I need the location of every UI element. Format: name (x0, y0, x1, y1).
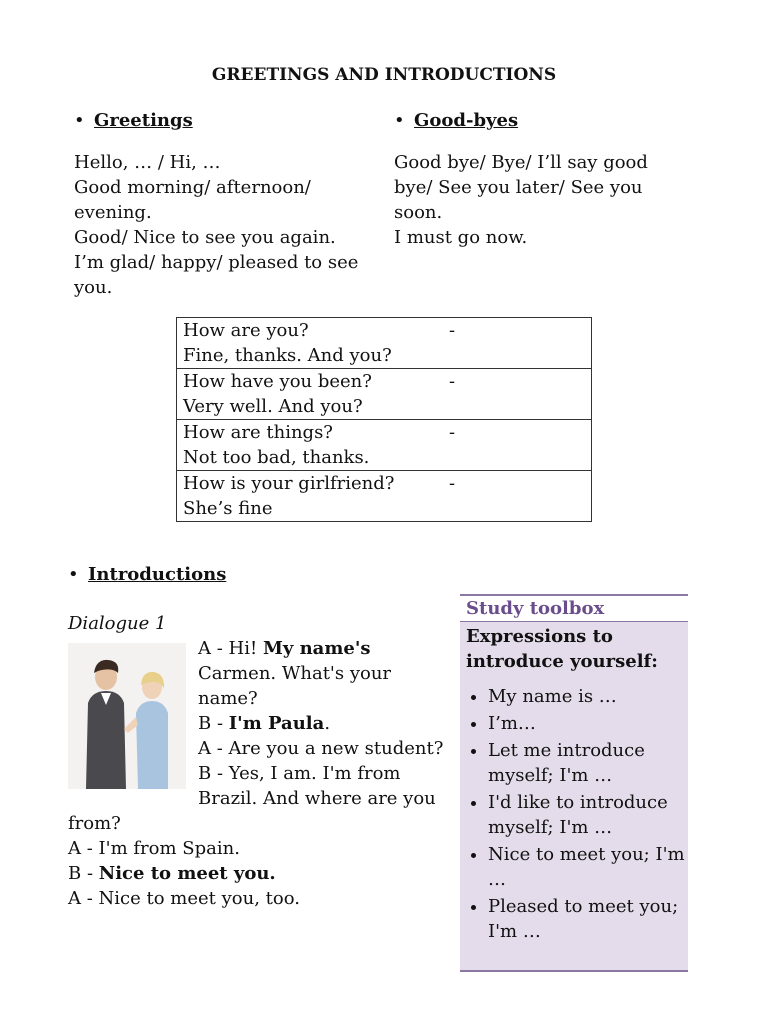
dialogue-line: A - I'm from Spain. (68, 838, 240, 859)
goodbyes-line: soon. (394, 202, 443, 223)
table-row (177, 471, 592, 522)
dialogue-line: name? (198, 688, 258, 709)
dialogue-bold-text: I'm Paula (228, 713, 325, 734)
list-item: • I'd like to introduce myself; I'm … (488, 790, 688, 840)
table-row (177, 420, 592, 471)
dash: - (449, 320, 456, 341)
question-text: How are things? (183, 422, 333, 443)
bullet-dot-icon: • (394, 110, 405, 131)
dialogue-top (198, 636, 448, 811)
dialogue-line: Carmen. What's your (198, 663, 392, 684)
dialogue-line (198, 636, 448, 661)
greetings-line: I’m glad/ happy/ pleased to see (74, 252, 359, 273)
toolbox-list (460, 684, 688, 944)
table-cell (177, 420, 592, 471)
table-row (177, 369, 592, 420)
dialogue-line: A - Are you a new student? (198, 738, 444, 759)
table-row (177, 318, 592, 369)
greetings-text (74, 150, 374, 300)
question-text: How is your girlfriend? (183, 473, 395, 494)
two-women-illustration-icon (68, 643, 186, 789)
answer-text: Not too bad, thanks. (183, 447, 370, 468)
dialogue-bold-text: My name's (262, 638, 371, 659)
table-cell (177, 471, 592, 522)
page-title: GREETINGS AND INTRODUCTIONS (211, 65, 557, 85)
greetings-line: evening. (74, 202, 152, 223)
exchanges-table (176, 317, 592, 522)
question-text: How are you? (183, 320, 309, 341)
dialogue-text: B - (68, 863, 99, 884)
list-item: • Pleased to meet you; I'm … (488, 894, 688, 944)
dialogue-line: A - Nice to meet you, too. (68, 888, 300, 909)
list-item: • My name is … (488, 684, 688, 709)
dialogue-title: Dialogue 1 (68, 613, 167, 634)
study-toolbox (460, 594, 688, 972)
dialogue-line: B - Yes, I am. I'm from (198, 763, 401, 784)
dialogue-bold-text: Nice to meet you. (98, 863, 276, 884)
bullet-dot-icon: • (68, 564, 79, 585)
dash: - (449, 371, 456, 392)
goodbyes-line: bye/ See you later/ See you (394, 177, 643, 198)
dialogue-line (68, 861, 438, 886)
goodbyes-line: Good bye/ Bye/ I’ll say good (394, 152, 648, 173)
list-item: • Let me introduce myself; I'm … (488, 738, 688, 788)
toolbox-heading: Study toolbox (460, 596, 688, 622)
dialogue-line (198, 711, 448, 736)
answer-text: Very well. And you? (183, 396, 363, 417)
goodbyes-line: I must go now. (394, 227, 528, 248)
dialogue-line: from? (68, 813, 121, 834)
greetings-line: you. (74, 277, 113, 298)
dialogue-bottom (68, 811, 438, 911)
goodbyes-heading: Good-byes (414, 110, 519, 131)
greetings-line: Hello, … / Hi, … (74, 152, 221, 173)
greetings-heading-row (74, 108, 193, 133)
toolbox-subheading: Expressions to introduce yourself: (466, 626, 658, 672)
list-item: • Nice to meet you; I'm … (488, 842, 688, 892)
goodbyes-text (394, 150, 674, 250)
dialogue-text: B - (198, 713, 229, 734)
list-item: • I’m… (488, 711, 688, 736)
goodbyes-heading-row (394, 108, 518, 133)
greetings-heading: Greetings (94, 110, 193, 131)
table-cell (177, 369, 592, 420)
introductions-heading-row (68, 562, 226, 587)
answer-text: She’s fine (183, 498, 273, 519)
greetings-line: Good morning/ afternoon/ (74, 177, 311, 198)
question-text: How have you been? (183, 371, 372, 392)
greetings-line: Good/ Nice to see you again. (74, 227, 336, 248)
dialogue-text: . (324, 713, 331, 734)
table-cell (177, 318, 592, 369)
introductions-heading: Introductions (88, 564, 227, 585)
dash: - (449, 473, 456, 494)
bullet-dot-icon: • (74, 110, 85, 131)
dialogue-line: Brazil. And where are you (198, 788, 436, 809)
dialogue-text: A - Hi! (198, 638, 263, 659)
dash: - (449, 422, 456, 443)
two-women-photo (68, 643, 186, 789)
answer-text: Fine, thanks. And you? (183, 345, 392, 366)
